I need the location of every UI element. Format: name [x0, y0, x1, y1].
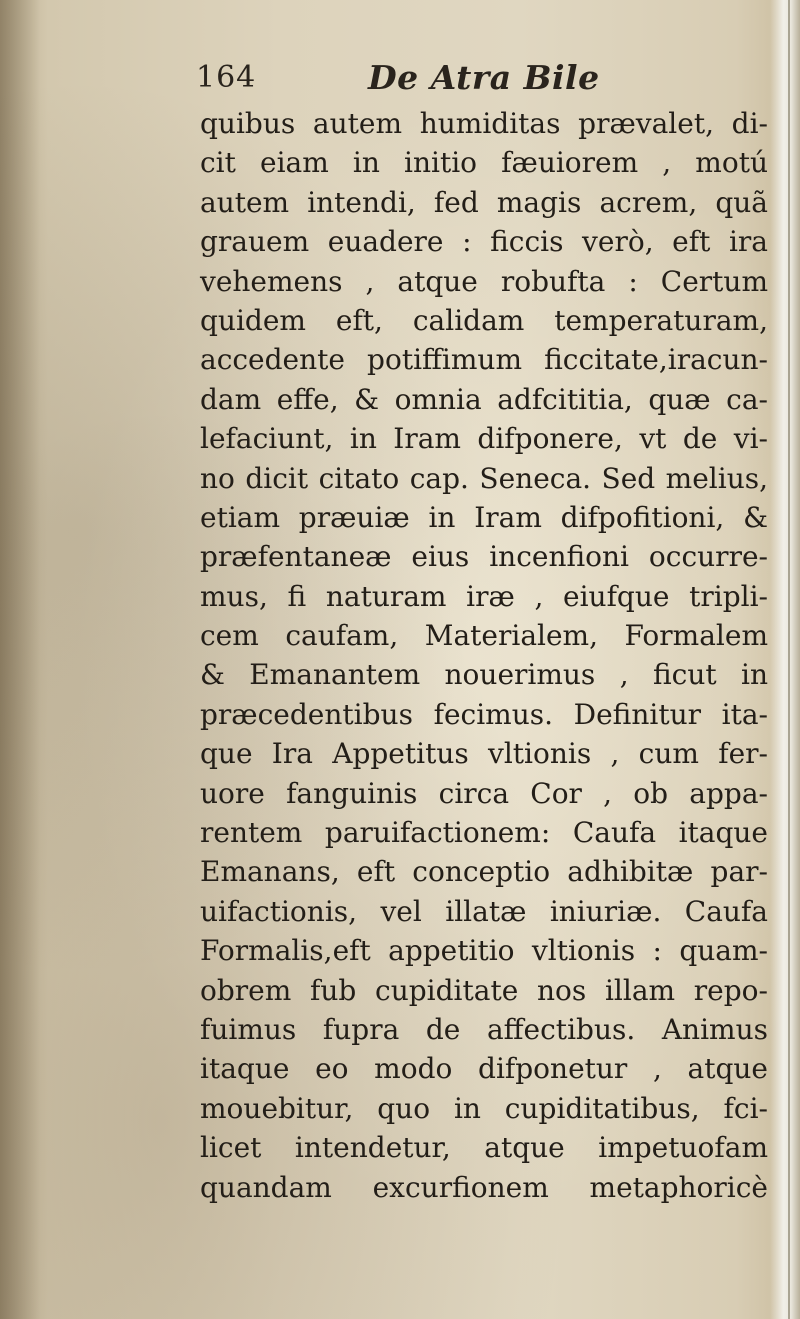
text-line: no dicit citato cap. Seneca. Sed melius,	[200, 461, 768, 495]
text-line: cit eiam in initio fæuiorem , motú	[200, 146, 768, 180]
text-line: præcedentibus fecimus. Definitur ita-	[200, 697, 768, 731]
text-line: accedente potiffimum ficcitate,iracun-	[200, 343, 768, 377]
page-edge-line	[788, 0, 790, 1319]
text-line: quandam excurfionem metaphoricè	[200, 1170, 768, 1204]
text-line: rentem paruifactionem: Caufa itaque	[200, 816, 768, 850]
text-line: & Emanantem nouerimus , ficut in	[200, 658, 768, 692]
text-line: etiam præuiæ in Iram difpofitioni, &	[200, 500, 768, 534]
text-line: præfentaneæ eius incenfioni occurre-	[200, 540, 768, 574]
text-line: grauem euadere : ficcis verò, eft ira	[200, 225, 768, 259]
text-line: dam effe, & omnia adfcititia, quæ ca-	[200, 382, 768, 416]
page-header	[196, 58, 756, 108]
text-line: autem intendi, fed magis acrem, quã	[200, 185, 768, 219]
text-line: uifactionis, vel illatæ iniuriæ. Caufa	[200, 894, 768, 928]
text-line: mouebitur, quo in cupiditatibus, fci-	[200, 1091, 768, 1125]
text-line: vehemens , atque robufta : Certum	[200, 264, 768, 298]
text-line: lefaciunt, in Iram difponere, vt de vi-	[200, 422, 768, 456]
page-edge	[770, 0, 800, 1319]
body-text	[200, 104, 768, 1207]
text-line: fuimus fupra de affectibus. Animus	[200, 1012, 768, 1046]
text-line: licet intendetur, atque impetuofam	[200, 1131, 768, 1165]
text-line: quidem eft, calidam temperaturam,	[200, 303, 768, 337]
text-line: itaque eo modo difponetur , atque	[200, 1052, 768, 1086]
text-line: obrem fub cupiditate nos illam repo-	[200, 973, 768, 1007]
text-line: uore fanguinis circa Cor , ob appa-	[200, 776, 768, 810]
text-line: cem caufam, Materialem, Formalem	[200, 619, 768, 653]
text-line: quibus autem humiditas prævalet, di-	[200, 107, 768, 140]
text-line: mus, fi naturam iræ , eiufque tripli-	[200, 579, 768, 613]
page-number: 164	[196, 60, 257, 95]
text-line: Formalis,eft appetitio vltionis : quam-	[200, 934, 768, 968]
text-line: Emanans, eft conceptio adhibitæ par-	[200, 855, 768, 889]
text-line: que Ira Appetitus vltionis , cum fer-	[200, 737, 768, 771]
spine-shadow	[0, 0, 40, 1319]
running-head: De Atra Bile	[368, 58, 600, 97]
